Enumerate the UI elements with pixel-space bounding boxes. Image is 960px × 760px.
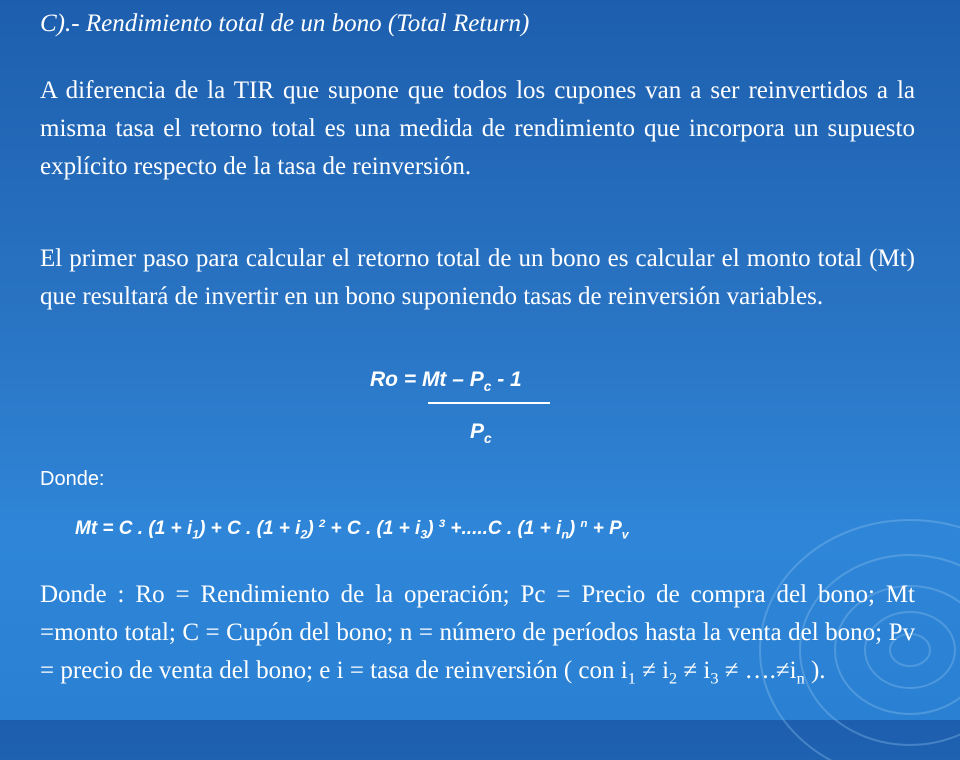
paragraph-first-step: El primer paso para calcular el retorno total de un bono es calcular el monto total (Mt) que resultará de invertir en un bono suponiendo tasas de reinversión variables. [40,245,915,310]
paragraph-intro: A diferencia de la TIR que supone que todos los cupones van a ser reinvertidos a la misma tasa el retorno total es una medida de rendimiento que incorpora un supuesto explícito respecto de la tasa de reinversión. [40,77,915,180]
mt-formula: Mt = C . $(1 + i_1) + C$ . $(1 + i_2)$ $^2$ + C . $(1 + i_3)$ $^3$ +.....C . $(1 + i_n)$ $^n + P_v$ [75,518,629,542]
ro-minus-one: - 1 [497,368,522,391]
ro-formula-numerator [370,368,522,394]
ro-denominator: $P_c$ [470,420,492,446]
paragraph-definitions: Donde : Ro = Rendimiento de la operación; Pc = Precio de compra del bono; Mt =monto total; C = Cupón del bono; n = número de períodos hasta la venta del bono; Pv = precio de venta del bono; e i = tasa de reinversión ( con $i_1 \ne i_2 \ne i_3$ ≠ $\dots.\ne i_n$ ). [40,581,915,688]
fraction-bar [428,402,550,404]
slide-heading: C).- Rendimiento total de un bono (Total Return) [40,10,530,37]
donde-label: Donde: [40,468,105,490]
ro-lhs: Ro = [370,368,417,391]
ro-numerator: Mt – $P_c$ [421,368,492,394]
